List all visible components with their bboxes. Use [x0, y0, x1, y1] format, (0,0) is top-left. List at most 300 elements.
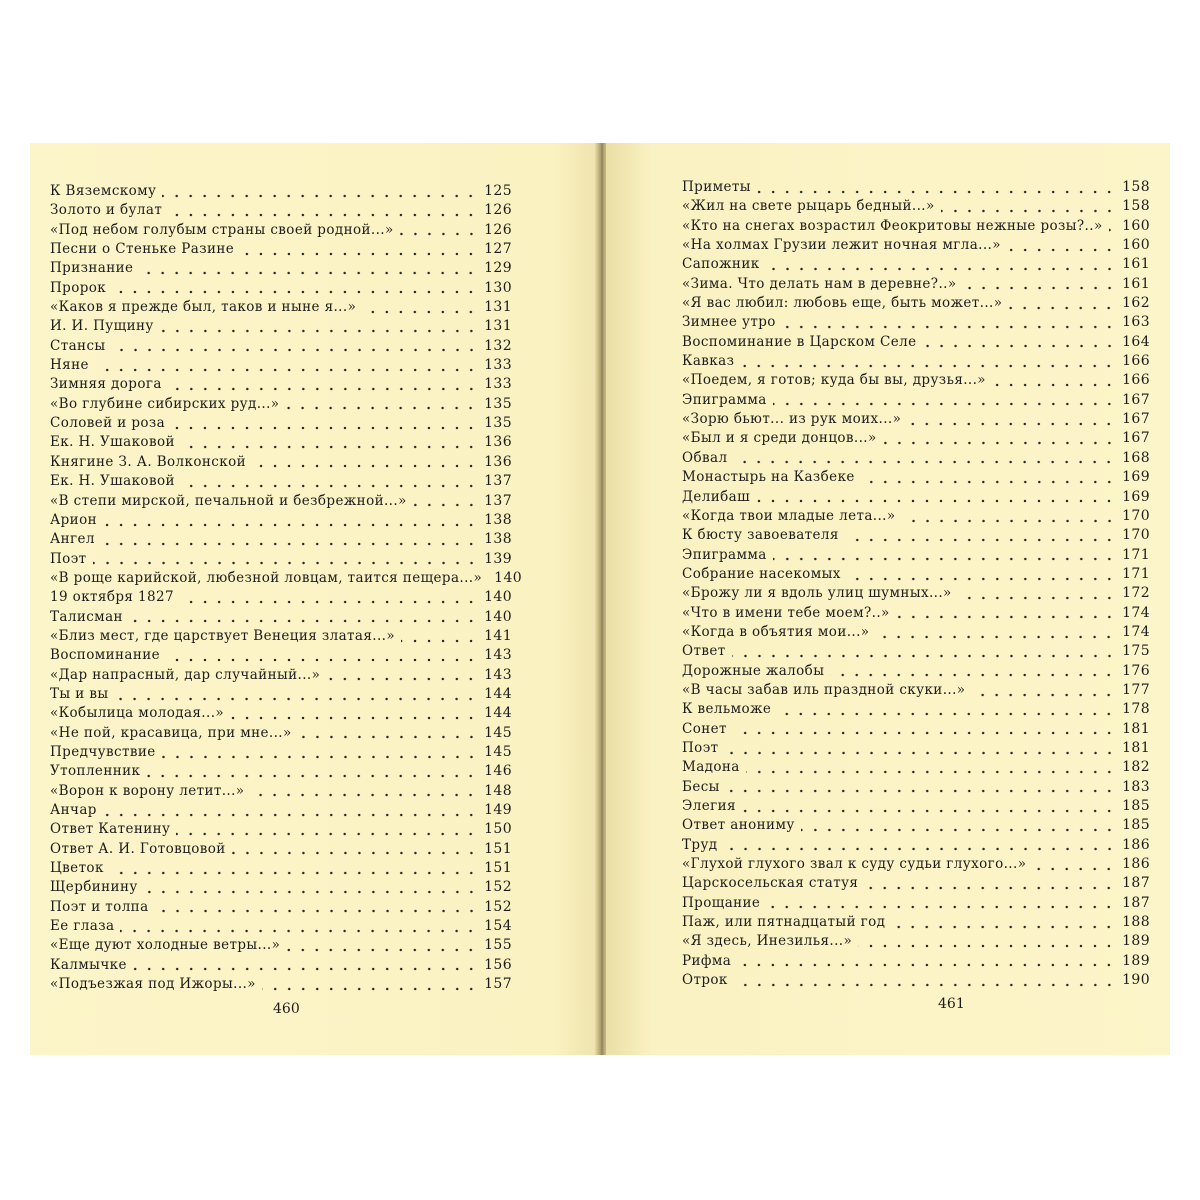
toc-entry — [50, 783, 512, 802]
dot-leader — [129, 619, 478, 623]
toc-entry-title: «Что в имени тебе моем?..» — [682, 604, 890, 621]
dot-leader — [114, 697, 478, 701]
dot-leader — [725, 751, 1117, 755]
toc-entry — [50, 222, 512, 241]
toc-entry-title: Паж, или пятнадцатый год — [682, 914, 886, 931]
toc-entry — [682, 527, 1150, 546]
dot-leader — [112, 348, 479, 352]
dot-leader — [958, 596, 1116, 600]
toc-entry — [682, 605, 1150, 624]
toc-entry-title: «Близ мест, где царствует Венеция златая...» — [50, 627, 396, 644]
toc-entry — [682, 585, 1150, 604]
toc-entry-title: «Я здесь, Инезилья...» — [682, 933, 853, 950]
dot-leader — [1032, 867, 1116, 871]
toc-entry-title: Стансы — [50, 337, 106, 354]
toc-entry-title: «Глухой глухого звал к суду судьи глухого...» — [682, 856, 1027, 873]
toc-entry-title: Делибаш — [682, 488, 751, 505]
toc-entry-title: «В часы забав иль праздной скуки...» — [682, 681, 966, 698]
dot-leader — [168, 213, 478, 217]
toc-entry-page: 151 — [484, 860, 512, 877]
dot-leader — [734, 983, 1116, 987]
toc-entry-title: Ее глаза — [50, 918, 115, 935]
toc-entry — [50, 318, 512, 337]
toc-entry-title: «Брожу ли я вдоль улиц шумных...» — [682, 585, 952, 602]
toc-entry-page: 143 — [484, 666, 512, 683]
toc-entry-title: Анчар — [50, 802, 97, 818]
dot-leader — [992, 383, 1116, 387]
toc-entry-page: 182 — [1122, 759, 1150, 776]
toc-entry — [50, 744, 512, 763]
toc-entry-title: Песни о Стеньке Разине — [50, 241, 235, 258]
toc-entry-page: 163 — [1122, 314, 1150, 331]
toc-entry-title: Поэт — [682, 739, 719, 756]
toc-entry-page: 129 — [484, 260, 512, 277]
toc-entry — [50, 493, 512, 512]
toc-entry-page: 167 — [1122, 430, 1150, 447]
dot-leader — [858, 944, 1116, 948]
dot-leader — [847, 577, 1116, 581]
toc-entry — [50, 705, 512, 724]
toc-entry-page: 189 — [1122, 933, 1150, 950]
toc-entry — [682, 624, 1150, 643]
toc-entry-page: 139 — [484, 550, 512, 567]
toc-entry — [50, 667, 512, 686]
dot-leader — [861, 480, 1116, 484]
dot-leader — [232, 851, 478, 855]
toc-entry-page: 187 — [1122, 894, 1150, 911]
page-number-right: 461 — [938, 996, 965, 1012]
toc-entry — [682, 953, 1150, 972]
toc-entry-page: 160 — [1122, 217, 1150, 234]
toc-entry-title: Ответ анониму — [682, 817, 795, 834]
toc-entry-title: К бюсту завоевателя — [682, 527, 839, 544]
toc-entry-page: 190 — [1122, 972, 1150, 989]
toc-entry-title: Труд — [682, 836, 718, 853]
toc-entry-title: Поэт и толпа — [50, 898, 149, 915]
toc-entry-page: 185 — [1122, 817, 1150, 834]
toc-entry-page: 166 — [1122, 372, 1150, 389]
toc-entry-page: 177 — [1122, 681, 1150, 698]
toc-entry-title: «Поедем, я готов; куда бы вы, друзья...» — [682, 372, 986, 389]
toc-entry-page: 157 — [484, 976, 512, 993]
toc-entry — [50, 454, 512, 473]
dot-leader — [830, 673, 1116, 677]
toc-entry — [682, 469, 1150, 488]
toc-entry — [50, 551, 512, 570]
dot-leader — [133, 967, 478, 971]
toc-entry-page: 135 — [484, 415, 512, 432]
dot-leader — [180, 600, 478, 604]
toc-entry — [50, 879, 512, 898]
toc-entry-page: 176 — [1122, 662, 1150, 679]
toc-entry-title: «Не пой, красавица, при мне...» — [50, 724, 292, 741]
toc-entry — [50, 280, 512, 299]
toc-entry — [50, 628, 512, 647]
dot-leader — [737, 963, 1116, 967]
toc-entry — [682, 895, 1150, 914]
toc-entry-title: Воспоминание в Царском Селе — [682, 333, 917, 350]
dot-leader — [883, 441, 1116, 445]
dot-leader — [766, 905, 1116, 909]
toc-entry-page: 149 — [484, 802, 512, 818]
toc-entry-title: «Когда в объятия мои...» — [682, 623, 870, 640]
toc-entry — [682, 817, 1150, 836]
toc-entry-title: «Я вас любил: любовь еще, быть может...» — [682, 295, 1003, 312]
dot-leader — [726, 789, 1116, 793]
toc-entry-page: 158 — [1122, 179, 1150, 195]
toc-entry-page: 154 — [484, 918, 512, 935]
dot-leader — [941, 209, 1116, 213]
toc-entry-page: 160 — [1122, 237, 1150, 254]
toc-entry — [682, 489, 1150, 508]
dot-leader — [181, 445, 478, 449]
toc-entry-title: Рифма — [682, 952, 732, 969]
dot-leader — [746, 770, 1116, 774]
toc-entry-title: Эпиграмма — [682, 546, 767, 563]
toc-entry — [50, 434, 512, 453]
dot-leader — [103, 523, 478, 527]
toc-entry-title: Щербинину — [50, 879, 138, 896]
dot-leader — [110, 871, 478, 875]
dot-leader — [162, 194, 478, 198]
toc-entry — [50, 357, 512, 376]
toc-entry-title: Золото и булат — [50, 202, 163, 219]
toc-entry — [50, 183, 512, 202]
toc-entry — [50, 976, 512, 995]
toc-entry-title: Княгине З. А. Волконской — [50, 453, 247, 470]
toc-entry — [50, 589, 512, 608]
toc-entry — [50, 899, 512, 918]
toc-entry-page: 136 — [484, 434, 512, 451]
toc-entry-page: 144 — [484, 705, 512, 722]
toc-entry — [50, 841, 512, 860]
book-spread — [30, 143, 1170, 1055]
dot-leader — [733, 460, 1116, 464]
toc-entry-title: Признание — [50, 260, 134, 277]
dot-leader — [782, 325, 1116, 329]
toc-entry-title: Калмычке — [50, 956, 127, 973]
toc-entry — [682, 392, 1150, 411]
dot-leader — [923, 344, 1117, 348]
dot-leader — [166, 658, 478, 662]
dot-leader — [286, 948, 478, 952]
dot-leader — [773, 557, 1116, 561]
toc-entry-page: 138 — [484, 531, 512, 548]
dot-leader — [742, 809, 1116, 813]
dot-leader — [963, 286, 1117, 290]
dot-leader — [160, 329, 478, 333]
toc-entry-title: «Зима. Что делать нам в деревне?..» — [682, 275, 957, 292]
toc-entry-page: 174 — [1122, 604, 1150, 621]
dot-leader — [230, 716, 478, 720]
toc-entry-title: Ты и вы — [50, 685, 109, 702]
dot-leader — [162, 755, 478, 759]
toc-entry — [682, 198, 1150, 217]
toc-entry-page: 125 — [484, 183, 512, 199]
toc-entry-title: Арион — [50, 511, 97, 528]
toc-entry-page: 188 — [1122, 914, 1150, 931]
page-number-left: 460 — [273, 1001, 300, 1017]
dot-leader — [120, 929, 478, 933]
toc-entry — [682, 663, 1150, 682]
toc-entry — [682, 353, 1150, 372]
toc-entry-page: 170 — [1122, 527, 1150, 544]
toc-entry-page: 170 — [1122, 507, 1150, 524]
toc-entry-title: «Был и я среди донцов...» — [682, 430, 877, 447]
dot-leader — [176, 832, 478, 836]
dot-leader — [1007, 248, 1116, 252]
toc-entry-title: «Подъезжая под Ижоры...» — [50, 976, 256, 993]
toc-entry-page: 169 — [1122, 488, 1150, 505]
toc-entry-title: Мадона — [682, 759, 740, 776]
dot-leader — [891, 925, 1116, 929]
dot-leader — [103, 813, 478, 817]
toc-entry-title: «В роще карийской, любезной ловцам, таится пещера...» — [50, 569, 483, 586]
toc-entry — [682, 721, 1150, 740]
toc-entry-page: 133 — [484, 357, 512, 374]
dot-leader — [902, 519, 1117, 523]
toc-entry-page: 150 — [484, 821, 512, 838]
toc-entry-page: 144 — [484, 685, 512, 702]
toc-entry — [50, 376, 512, 395]
dot-leader — [907, 422, 1116, 426]
toc-entry — [50, 241, 512, 260]
toc-entry-title: Монастырь на Казбеке — [682, 469, 855, 486]
toc-entry — [50, 569, 523, 589]
toc-entry-page: 183 — [1122, 778, 1150, 795]
toc-entry-page: 152 — [484, 879, 512, 896]
toc-entry-title: Приметы — [682, 179, 751, 195]
dot-leader — [139, 271, 478, 275]
dot-leader — [326, 677, 478, 681]
toc-entry — [682, 547, 1150, 566]
toc-entry-page: 146 — [484, 763, 512, 780]
toc-entry-page: 168 — [1122, 449, 1150, 466]
toc-entry — [50, 957, 512, 976]
toc-entry — [682, 334, 1150, 353]
toc-entry — [682, 701, 1150, 720]
toc-entry-title: «Жил на свете рыцарь бедный...» — [682, 198, 935, 215]
toc-entry-page: 140 — [484, 589, 512, 606]
toc-entry — [682, 682, 1150, 701]
toc-entry-page: 181 — [1122, 720, 1150, 737]
toc-entry-page: 137 — [484, 492, 512, 509]
toc-entry-page: 189 — [1122, 952, 1150, 969]
toc-entry — [682, 256, 1150, 275]
toc-entry-title: «На холмах Грузии лежит ночная мгла...» — [682, 237, 1001, 254]
toc-entry-title: Эпиграмма — [682, 391, 767, 408]
dot-leader — [168, 387, 478, 391]
dot-leader — [971, 693, 1116, 697]
toc-entry-page: 132 — [484, 337, 512, 354]
toc-entry-page: 164 — [1122, 333, 1150, 350]
toc-entry-page: 143 — [484, 647, 512, 664]
toc-entry-page: 166 — [1122, 353, 1150, 370]
toc-entry-page: 181 — [1122, 739, 1150, 756]
dot-leader — [1109, 228, 1116, 232]
toc-entry-title: Дорожные жалобы — [682, 662, 825, 679]
toc-entry — [682, 450, 1150, 469]
dot-leader — [757, 190, 1116, 194]
toc-entry — [50, 396, 512, 415]
toc-entry-title: И. И. Пущину — [50, 318, 154, 335]
toc-entry-page: 171 — [1122, 546, 1150, 563]
toc-entry-title: «Когда твои младые лета...» — [682, 507, 896, 524]
toc-entry-title: Сапожник — [682, 256, 760, 273]
toc-entry — [682, 837, 1150, 856]
toc-entry — [682, 856, 1150, 875]
toc-entry-title: К Вяземскому — [50, 183, 157, 199]
toc-entry-title: Кавказ — [682, 353, 735, 370]
dot-leader — [101, 542, 478, 546]
toc-entry-page: 130 — [484, 279, 512, 296]
toc-entry — [50, 415, 512, 434]
dot-leader — [112, 290, 478, 294]
toc-entry — [682, 798, 1150, 817]
toc-entry-title: «Зорю бьют... из рук моих...» — [682, 411, 902, 428]
toc-entry-title: Прощание — [682, 894, 761, 911]
toc-entry-page: 158 — [1122, 198, 1150, 215]
toc-entry — [682, 237, 1150, 256]
toc-entry — [682, 218, 1150, 237]
toc-entry-page: 133 — [484, 376, 512, 393]
toc-entry-page: 137 — [484, 473, 512, 490]
toc-entry-title: Цветок — [50, 860, 104, 877]
toc-entry — [50, 686, 512, 705]
toc-entry-page: 172 — [1122, 585, 1150, 602]
toc-entry — [682, 740, 1150, 759]
dot-leader — [801, 828, 1116, 832]
toc-entry — [50, 609, 512, 628]
toc-entry-page: 151 — [484, 840, 512, 857]
toc-entry-page: 171 — [1122, 565, 1150, 582]
toc-entry — [682, 972, 1150, 991]
dot-leader — [285, 406, 478, 410]
toc-entry-page: 148 — [484, 782, 512, 799]
toc-entry — [50, 802, 512, 821]
toc-entry-title: К вельможе — [682, 701, 772, 718]
dot-leader — [733, 731, 1116, 735]
toc-entry-title: Няне — [50, 357, 89, 374]
toc-entry — [50, 647, 512, 666]
toc-entry-title: Ек. Н. Ушаковой — [50, 473, 175, 490]
toc-entry-title: Сонет — [682, 720, 727, 737]
dot-leader — [155, 909, 479, 913]
toc-entry — [50, 763, 512, 782]
toc-entry — [50, 260, 512, 279]
dot-leader — [298, 735, 478, 739]
dot-leader — [724, 847, 1117, 851]
toc-entry-page: 140 — [484, 608, 512, 625]
toc-entry — [50, 937, 512, 956]
toc-entry — [50, 531, 512, 550]
toc-entry — [682, 566, 1150, 585]
toc-entry — [682, 933, 1150, 952]
toc-entry — [682, 643, 1150, 662]
toc-entry — [682, 508, 1150, 527]
toc-entry-title: «Дар напрасный, дар случайный...» — [50, 666, 321, 683]
dot-leader — [240, 252, 478, 256]
dot-leader — [262, 987, 478, 991]
right-page — [606, 143, 1170, 1055]
dot-leader — [864, 886, 1116, 890]
toc-entry-page: 131 — [484, 299, 512, 316]
toc-entry — [682, 372, 1150, 391]
toc-entry-title: «Во глубине сибирских руд...» — [50, 395, 280, 412]
toc-entry-title: Зимнее утро — [682, 314, 776, 331]
dot-leader — [896, 615, 1116, 619]
toc-entry-page: 155 — [484, 937, 512, 954]
toc-entry-title: Бесы — [682, 778, 720, 795]
toc-entry-page: 152 — [484, 898, 512, 915]
toc-entry — [682, 179, 1150, 198]
dot-leader — [362, 310, 478, 314]
dot-leader — [400, 232, 478, 236]
dot-leader — [93, 561, 479, 565]
dot-leader — [777, 712, 1116, 716]
toc-entry-page: 131 — [484, 318, 512, 335]
dot-leader — [732, 654, 1116, 658]
toc-entry-page: 161 — [1122, 256, 1150, 273]
toc-entry-title: Элегия — [682, 798, 736, 814]
toc-entry-title: Талисман — [50, 608, 123, 625]
dot-leader — [250, 793, 478, 797]
dot-leader — [766, 267, 1117, 271]
toc-entry-title: Ответ — [682, 643, 726, 660]
toc-entry-title: Воспоминание — [50, 647, 161, 664]
toc-entry-title: «Кобылица молодая...» — [50, 705, 225, 722]
dot-leader — [1008, 306, 1116, 310]
toc-entry — [682, 430, 1150, 449]
toc-entry-title: «Ворон к ворону летит...» — [50, 782, 245, 799]
toc-entry-title: Предчувствие — [50, 743, 156, 760]
toc-entry-title: Ангел — [50, 531, 95, 548]
toc-entry-page: 141 — [484, 627, 512, 644]
toc-entry-title: Собрание насекомых — [682, 565, 841, 582]
toc-entry-page: 167 — [1122, 411, 1150, 428]
toc-entry — [50, 338, 512, 357]
toc-entry-page: 162 — [1122, 295, 1150, 312]
dot-leader — [845, 538, 1116, 542]
toc-entry-page: 169 — [1122, 469, 1150, 486]
toc-entry — [682, 314, 1150, 333]
toc-entry-title: Ек. Н. Ушаковой — [50, 434, 175, 451]
toc-list-left — [50, 183, 523, 995]
dot-leader — [144, 890, 478, 894]
toc-entry-title: 19 октября 1827 — [50, 589, 174, 606]
toc-entry-title: «Под небом голубым страны своей родной...» — [50, 221, 394, 238]
toc-entry — [682, 276, 1150, 295]
toc-entry-page: 145 — [484, 743, 512, 760]
dot-leader — [252, 464, 478, 468]
toc-entry-page: 178 — [1122, 701, 1150, 718]
toc-entry-page: 185 — [1122, 798, 1150, 814]
toc-entry-page: 167 — [1122, 391, 1150, 408]
dot-leader — [181, 484, 478, 488]
toc-entry — [682, 914, 1150, 933]
dot-leader — [773, 402, 1116, 406]
toc-entry-page: 138 — [484, 511, 512, 528]
toc-entry — [50, 473, 512, 492]
toc-entry-page: 186 — [1122, 856, 1150, 873]
dot-leader — [756, 499, 1116, 503]
toc-entry-title: Пророк — [50, 279, 107, 296]
toc-entry — [682, 779, 1150, 798]
toc-entry — [682, 759, 1150, 778]
dot-leader — [740, 364, 1116, 368]
toc-entry-page: 156 — [484, 956, 512, 973]
toc-entry-page: 135 — [484, 395, 512, 412]
